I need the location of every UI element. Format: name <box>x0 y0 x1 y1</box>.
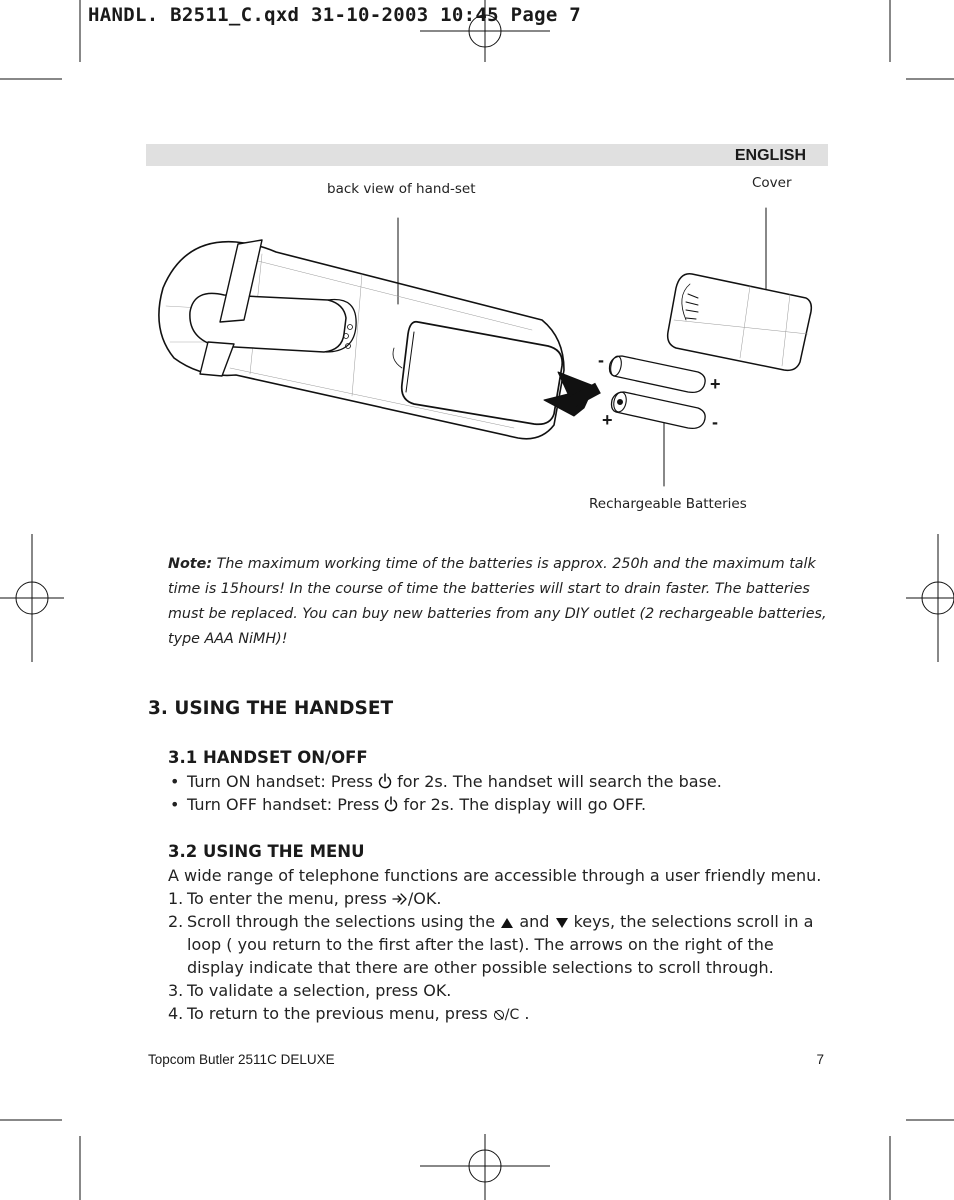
power-icon <box>384 796 398 812</box>
list-item: 3. To validate a selection, press OK. <box>168 981 452 1000</box>
note-label: Note: <box>168 556 213 572</box>
list-item: 1. To enter the menu, press /OK. <box>168 889 442 908</box>
handset-caption: back view of hand-set <box>327 181 476 197</box>
batteries-caption: Rechargeable Batteries <box>589 496 747 512</box>
battery-figure <box>146 170 836 520</box>
down-arrow-icon <box>555 917 569 929</box>
polarity-bottom-right: - <box>712 412 718 432</box>
on-off-list <box>168 770 722 816</box>
section-title: 3. USING THE HANDSET <box>148 698 394 719</box>
handset-illustration <box>146 170 836 520</box>
cover-caption: Cover <box>752 175 792 191</box>
menu-enter-icon <box>392 892 408 906</box>
menu-steps <box>168 887 818 1027</box>
list-item: 4. To return to the previous menu, press /C . <box>168 1004 530 1023</box>
polarity-top-left: - <box>598 350 604 370</box>
polarity-top-right: + <box>710 374 721 394</box>
print-slug-line: HANDL. B2511_C.qxd 31-10-2003 10:45 Page 7 <box>88 4 582 26</box>
list-item: • Turn ON handset: Press for 2s. The handset will search the base. <box>168 770 722 793</box>
footer-product: Topcom Butler 2511C DELUXE <box>148 1052 335 1067</box>
list-item: 2. Scroll through the selections using the and keys, the selections scroll in a loop ( you return to the first after the last). The arrows on the right of the display indicate that there are other possible selections to scroll through. <box>168 912 814 977</box>
subsection-menu-title: 3.2 USING THE MENU <box>168 842 365 861</box>
note-text: The maximum working time of the batteries is approx. 250h and the maximum talk time is 15hours! In the course of time the batteries will start to drain faster. The batteries must be replaced. You can buy new batteries from any DIY outlet (2 rechargeable batteries, type AAA NiMH)! <box>168 556 827 647</box>
mute-icon <box>493 1009 505 1021</box>
language-bar <box>146 144 828 166</box>
clear-key-label: /C <box>504 1007 520 1023</box>
language-label: ENGLISH <box>734 147 806 164</box>
subsection-on-off-title: 3.1 HANDSET ON/OFF <box>168 748 368 767</box>
menu-intro: A wide range of telephone functions are accessible through a user friendly menu. <box>168 866 822 885</box>
page-number: 7 <box>816 1052 824 1067</box>
list-item: • Turn OFF handset: Press for 2s. The display will go OFF. <box>168 793 722 816</box>
battery-note <box>168 552 833 652</box>
polarity-bottom-left: + <box>602 410 613 430</box>
power-icon <box>378 773 392 789</box>
up-arrow-icon <box>500 917 514 929</box>
